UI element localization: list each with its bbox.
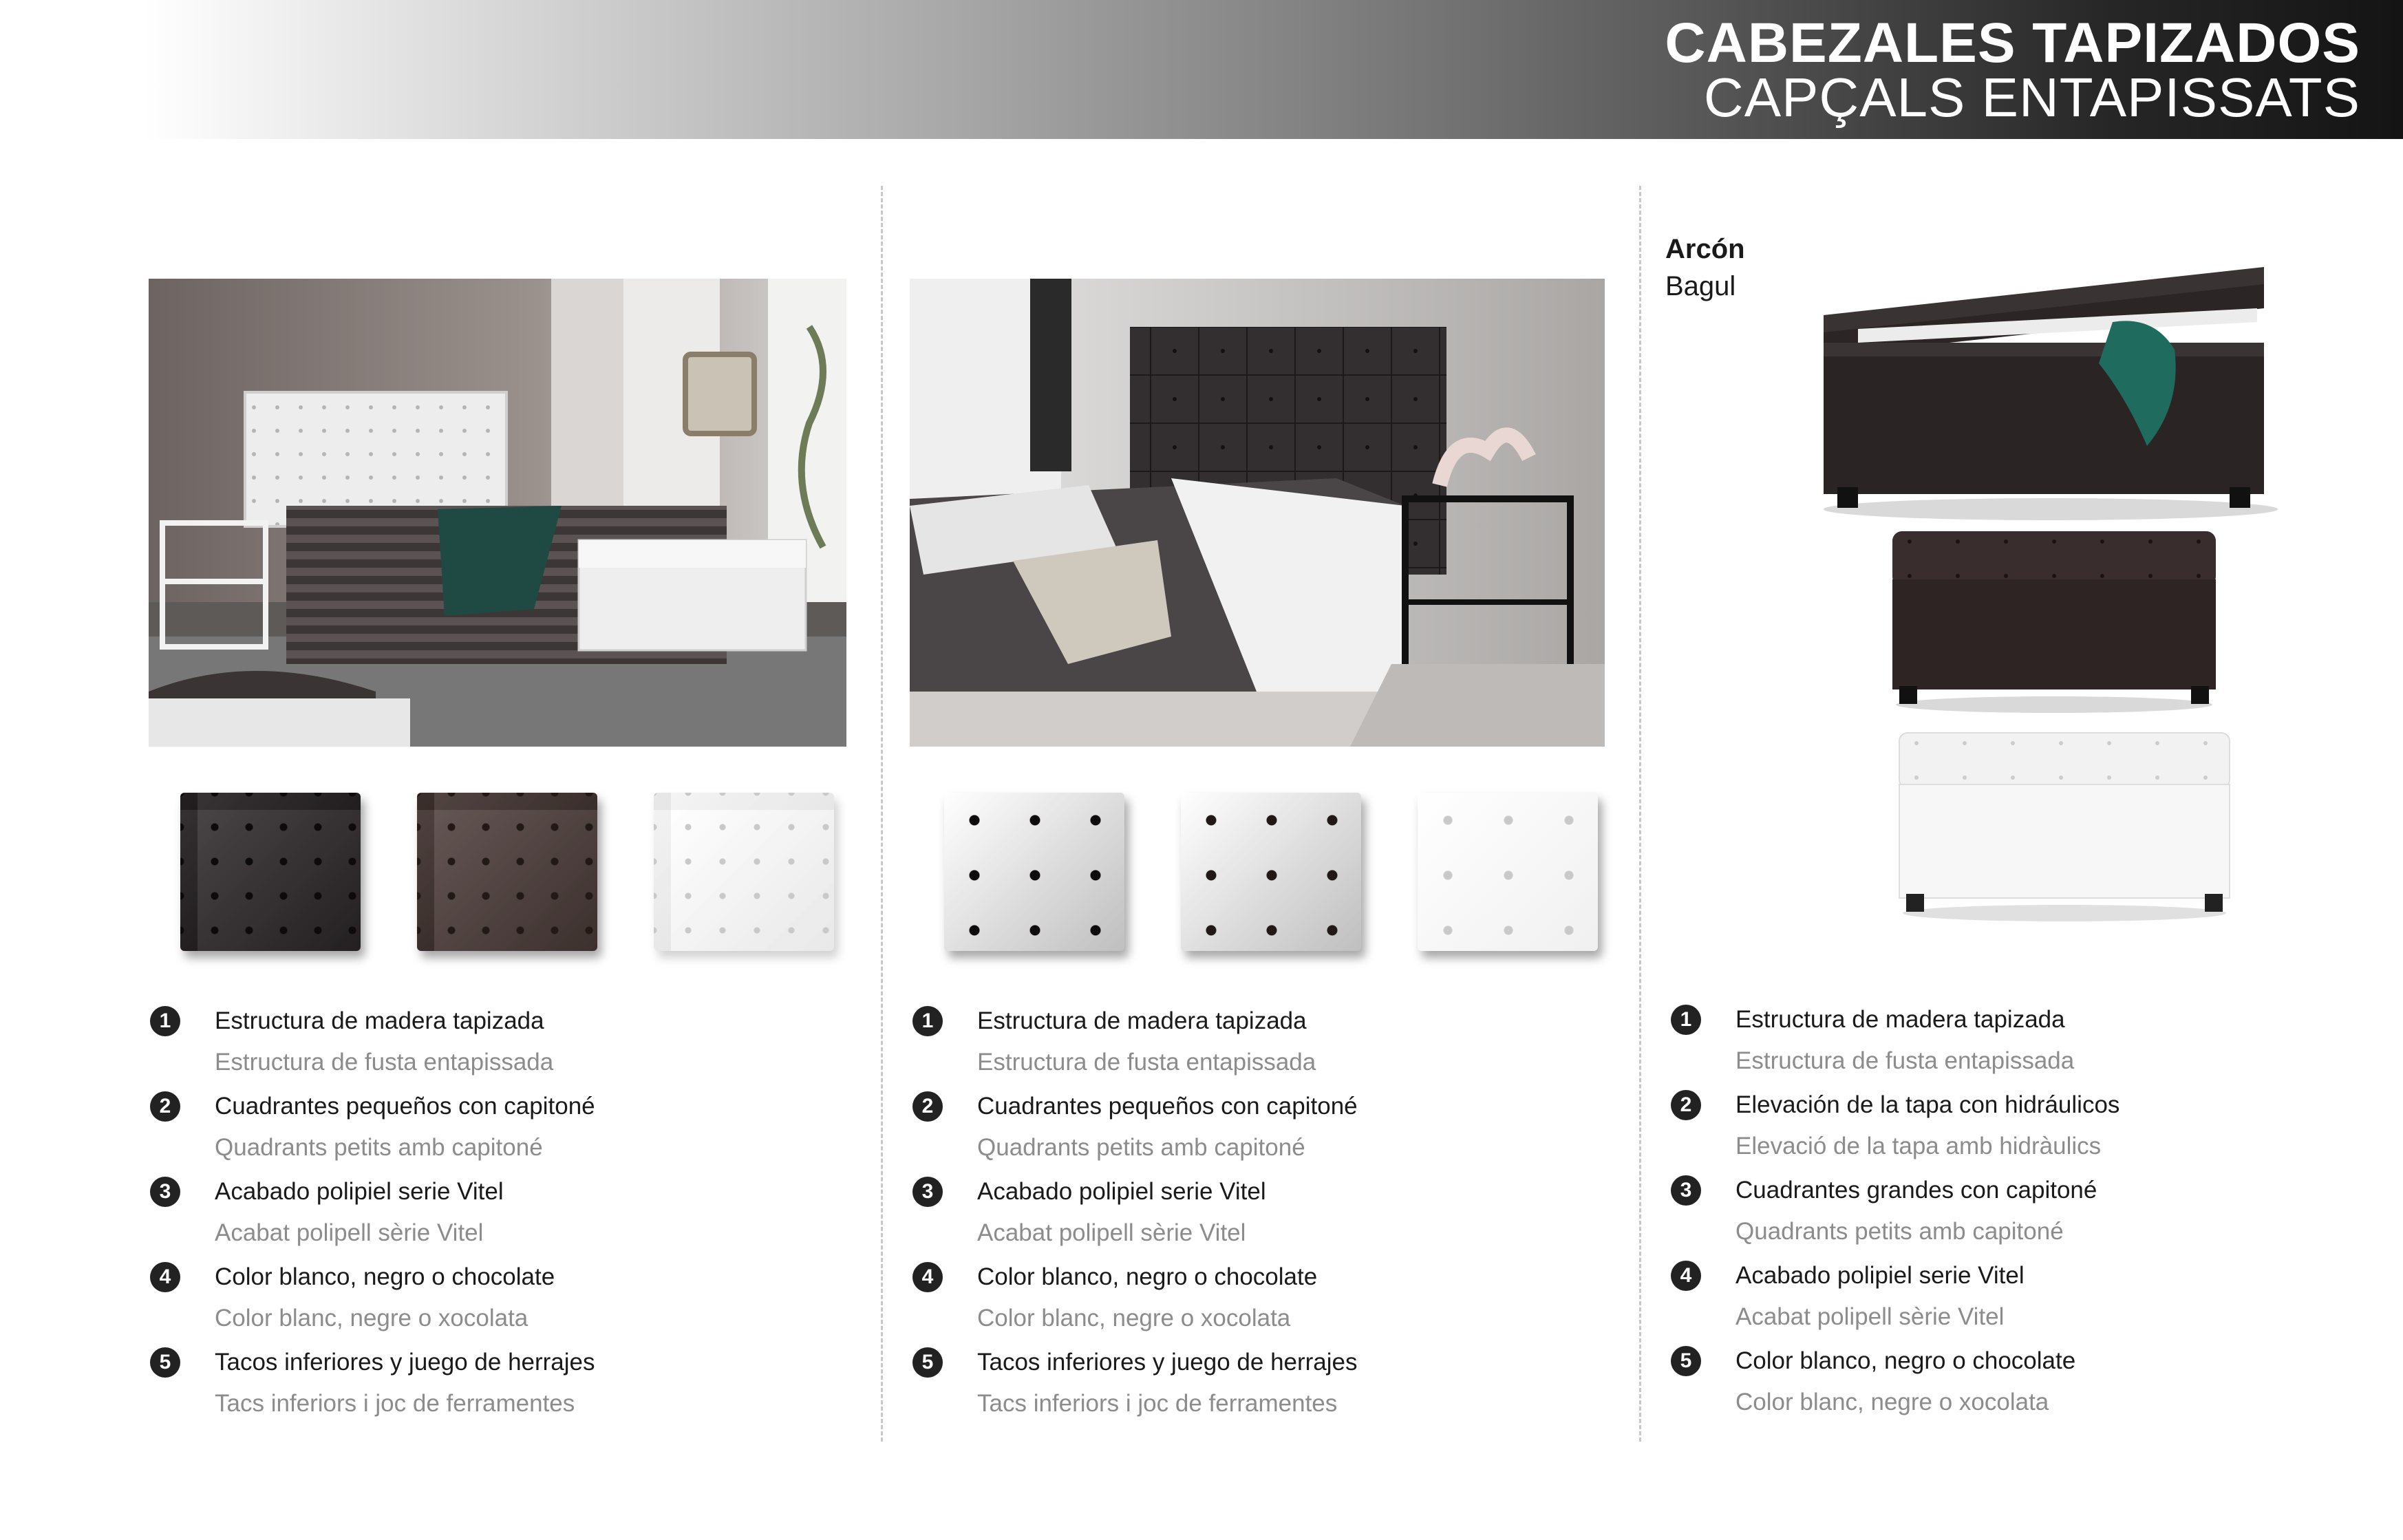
feature-item (912, 1262, 1628, 1347)
feature-text-ca: Quadrants petits amb capitoné (215, 1134, 543, 1161)
feature-text-es: Acabado polipiel serie Vitel (977, 1178, 1266, 1205)
feature-item (1671, 1346, 2386, 1431)
swatch-chocolate-large-tufted (1181, 793, 1361, 951)
feature-text-es: Color blanco, negro o chocolate (215, 1263, 555, 1290)
feature-list (912, 1006, 1628, 1433)
feature-text-ca: Quadrants petits amb capitoné (1736, 1218, 2064, 1245)
bedroom-photo-dark-headboard (910, 279, 1605, 747)
feature-item (150, 1177, 866, 1262)
feature-text-ca: Quadrants petits amb capitoné (977, 1134, 1305, 1161)
feature-list (1671, 1005, 2386, 1431)
feature-text-ca: Tacs inferiors i joc de ferramentes (977, 1390, 1338, 1417)
feature-number-badge: 1 (912, 1006, 943, 1036)
feature-number-badge: 4 (150, 1262, 180, 1292)
feature-text-es: Acabado polipiel serie Vitel (215, 1178, 504, 1205)
feature-text-es: Color blanco, negro o chocolate (977, 1263, 1318, 1290)
feature-text-ca: Tacs inferiors i joc de ferramentes (215, 1390, 575, 1417)
feature-text-ca: Estructura de fusta entapissada (977, 1049, 1316, 1076)
feature-text-es: Cuadrantes pequeños con capitoné (977, 1093, 1358, 1120)
feature-item (150, 1347, 866, 1433)
feature-number-badge: 2 (1671, 1090, 1701, 1120)
swatch-black-small-tufted (180, 793, 361, 951)
feature-number-badge: 5 (1671, 1346, 1701, 1376)
feature-text-es: Cuadrantes pequeños con capitoné (215, 1093, 595, 1120)
feature-item (912, 1347, 1628, 1433)
feature-item (150, 1006, 866, 1091)
feature-text-ca: Color blanc, negre o xocolata (215, 1305, 528, 1332)
feature-item (912, 1177, 1628, 1262)
feature-text-es: Estructura de madera tapizada (977, 1007, 1307, 1034)
feature-number-badge: 4 (1671, 1261, 1701, 1291)
feature-text-es: Estructura de madera tapizada (215, 1007, 544, 1034)
feature-text-ca: Acabat polipell sèrie Vitel (215, 1219, 484, 1246)
feature-number-badge: 1 (150, 1006, 180, 1036)
feature-text-ca: Elevació de la tapa amb hidràulics (1736, 1133, 2102, 1159)
feature-number-badge: 5 (912, 1347, 943, 1378)
feature-item (1671, 1005, 2386, 1090)
feature-text-es: Color blanco, negro o chocolate (1736, 1347, 2076, 1374)
arcon-subtitle: Bagul (1665, 271, 1736, 301)
feature-number-badge: 2 (150, 1091, 180, 1122)
swatch-white-small-tufted (654, 793, 834, 951)
feature-item (1671, 1175, 2386, 1261)
feature-number-badge: 4 (912, 1262, 943, 1292)
feature-text-ca: Color blanc, negre o xocolata (977, 1305, 1291, 1332)
feature-list (150, 1006, 866, 1433)
header-banner (0, 0, 2403, 139)
feature-item (150, 1262, 866, 1347)
feature-number-badge: 2 (912, 1091, 943, 1122)
feature-text-es: Cuadrantes grandes con capitoné (1736, 1177, 2097, 1204)
feature-text-ca: Acabat polipell sèrie Vitel (977, 1219, 1246, 1246)
bedroom-photo-white-headboard (149, 279, 846, 747)
feature-text-es: Tacos inferiores y juego de herrajes (977, 1349, 1358, 1376)
column-divider (881, 186, 883, 1442)
feature-text-ca: Acabat polipell sèrie Vitel (1736, 1303, 2005, 1330)
storage-bench-white (1892, 726, 2236, 926)
feature-item (912, 1091, 1628, 1177)
feature-number-badge: 3 (150, 1177, 180, 1207)
swatch-white-large-tufted (1418, 793, 1598, 951)
feature-number-badge: 5 (150, 1347, 180, 1378)
arcon-title: Arcón (1665, 234, 1745, 264)
title-spanish: CABEZALES TAPIZADOS (1665, 12, 2360, 74)
feature-text-es: Tacos inferiores y juego de herrajes (215, 1349, 595, 1376)
feature-text-ca: Estructura de fusta entapissada (1736, 1047, 2075, 1074)
feature-item (150, 1091, 866, 1177)
title-catalan: CAPÇALS ENTAPISSATS (1703, 67, 2360, 128)
column-divider (1639, 186, 1641, 1442)
feature-text-es: Acabado polipiel serie Vitel (1736, 1262, 2025, 1289)
storage-bench-open-dark (1810, 253, 2292, 522)
feature-number-badge: 3 (1671, 1175, 1701, 1206)
feature-item (912, 1006, 1628, 1091)
feature-text-ca: Color blanc, negre o xocolata (1736, 1389, 2049, 1415)
feature-item (1671, 1261, 2386, 1346)
feature-text-es: Estructura de madera tapizada (1736, 1006, 2065, 1033)
feature-number-badge: 3 (912, 1177, 943, 1207)
feature-item (1671, 1090, 2386, 1175)
feature-text-es: Elevación de la tapa con hidráulicos (1736, 1091, 2120, 1118)
storage-bench-chocolate (1886, 524, 2223, 717)
swatch-chocolate-small-tufted (417, 793, 597, 951)
swatch-black-large-tufted (944, 793, 1124, 951)
feature-text-ca: Estructura de fusta entapissada (215, 1049, 554, 1076)
feature-number-badge: 1 (1671, 1005, 1701, 1035)
